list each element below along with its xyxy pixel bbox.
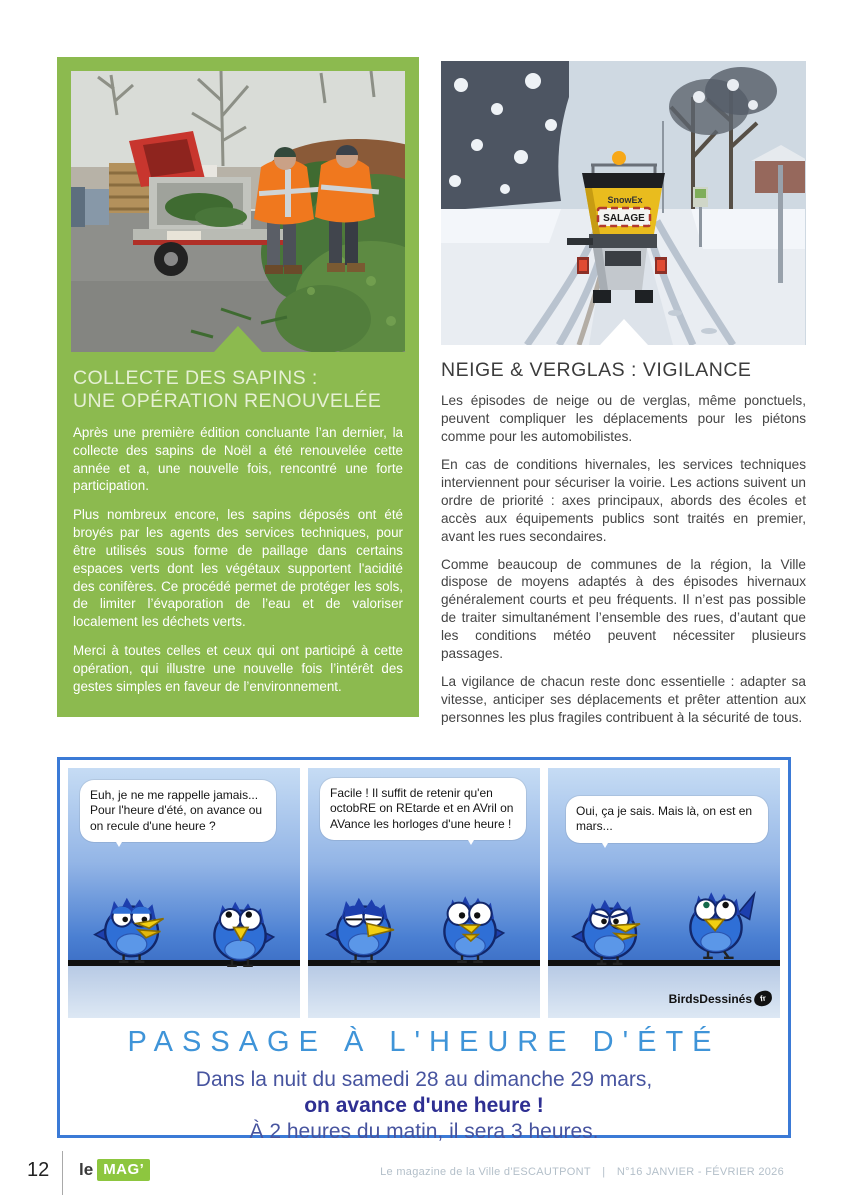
bird-annoyed bbox=[568, 887, 648, 967]
white-notch bbox=[600, 319, 648, 345]
sapins-paragraph-1: Après une première édition concluante l’an dernier, la collecte des sapins de Noël a été renouvelée cette année et a, une nouvelle fois, rencontré une forte participation. bbox=[73, 425, 403, 494]
speech-bubble-1: Euh, je ne me rappelle jamais... Pour l'heure d'été, on avance ou on recule d'une heure ? bbox=[80, 780, 276, 842]
neige-article bbox=[441, 61, 806, 727]
summer-time-caption bbox=[60, 1026, 788, 1144]
page-number: 12 bbox=[27, 1159, 50, 1181]
logo-mag: MAG’ bbox=[97, 1159, 150, 1181]
fr-splat-icon: fr bbox=[753, 990, 773, 1007]
speech-bubble-3: Oui, ça je sais. Mais là, on est en mars... bbox=[566, 796, 768, 843]
bird-speaker-1 bbox=[90, 885, 170, 965]
salage-photo-illustration bbox=[441, 61, 805, 345]
comic-panel-2 bbox=[308, 768, 540, 1018]
neige-title: NEIGE & VERGLAS : VIGILANCE bbox=[441, 359, 752, 381]
bird-smug bbox=[322, 885, 402, 965]
bird-listener-1 bbox=[200, 889, 280, 969]
neige-paragraph-2: En cas de conditions hivernales, les services techniques interviennent pour sécuriser la voirie. Les actions suivent un ordre de priorité : axes principaux, abords des écoles et accès aux équipements publics sont traités en premier, avant les rues secondaires. bbox=[441, 456, 806, 544]
signature-text: BirdsDessinés bbox=[668, 991, 752, 1006]
comic-strip bbox=[60, 760, 788, 1026]
sapins-title-line2: UNE OPÉRATION RENOUVELÉE bbox=[73, 390, 382, 412]
page-footer bbox=[0, 1150, 848, 1200]
sapins-photo bbox=[71, 71, 405, 352]
sapins-paragraph-2: Plus nombreux encore, les sapins déposés ont été broyés par les agents des services techniques, pour être utilisés sous forme de paillage dans certains espaces verts dont les végétaux supportent l'acidité des conifères. Ce procédé permet de protéger les sols, de limiter l’évaporation de l’eau et de valoriser localement les déchets verts. bbox=[73, 507, 403, 630]
bird-shocked bbox=[430, 885, 510, 965]
sapins-photo-illustration bbox=[71, 71, 405, 352]
bird-pointing bbox=[676, 881, 756, 961]
footer-separator: | bbox=[602, 1166, 606, 1178]
neige-paragraph-3: Comme beaucoup de communes de la région, la Ville dispose de moyens adaptés à des épisodes hivernaux généralement courts et peu fréquents. Il n’est pas possible de traiter simultanément l’ensemble des rues, d’autant que les conditions météo peuvent nécessiter plusieurs passages. bbox=[441, 556, 806, 662]
sapins-title-line1: COLLECTE DES SAPINS : bbox=[73, 367, 318, 389]
green-notch bbox=[214, 326, 262, 352]
sapins-article-card bbox=[57, 57, 419, 717]
birdsdessines-signature bbox=[669, 991, 772, 1006]
summer-time-line2: on avance d'une heure ! bbox=[304, 1094, 544, 1117]
heure-ete-frame bbox=[57, 757, 791, 1143]
salage-photo bbox=[441, 61, 806, 345]
summer-time-title: PASSAGE À L'HEURE D'ÉTÉ bbox=[127, 1026, 721, 1058]
truck-brand-text: SnowEx bbox=[607, 195, 643, 205]
neige-paragraph-4: La vigilance de chacun reste donc essentielle : adapter sa vitesse, anticiper ses déplacements et prêter attention aux personnes les plus fragiles contribuent à la sécurité de tous. bbox=[441, 674, 806, 725]
speech-bubble-2: Facile ! Il suffit de retenir qu'en octobRE on REtarde et en AVril on AVance les horloges d'une heure ! bbox=[320, 778, 526, 840]
summer-time-line1: Dans la nuit du samedi 28 au dimanche 29 mars, bbox=[195, 1068, 653, 1091]
footer-issue-info bbox=[376, 1166, 788, 1178]
footer-magazine-name: Le magazine de la Ville d'ESCAUTPONT bbox=[380, 1166, 591, 1178]
footer-divider bbox=[62, 1151, 63, 1195]
salage-sign-text: SALAGE bbox=[603, 213, 645, 224]
sapins-title bbox=[73, 367, 403, 413]
summer-time-line3: À 2 heures du matin, il sera 3 heures. bbox=[249, 1120, 599, 1143]
le-mag-logo bbox=[79, 1159, 150, 1181]
logo-le: le bbox=[79, 1160, 94, 1179]
comic-panel-1 bbox=[68, 768, 300, 1018]
sapins-paragraph-3: Merci à toutes celles et ceux qui ont participé à cette opération, qui illustre une nouvelle fois l’intérêt des gestes simples en faveur de l’environnement. bbox=[73, 643, 403, 694]
comic-panel-3 bbox=[548, 768, 780, 1018]
neige-paragraph-1: Les épisodes de neige ou de verglas, même ponctuels, peuvent compliquer les déplacements pour les piétons comme pour les automobilistes. bbox=[441, 393, 806, 444]
footer-issue: N°16 JANVIER - FÉVRIER 2026 bbox=[616, 1166, 784, 1178]
